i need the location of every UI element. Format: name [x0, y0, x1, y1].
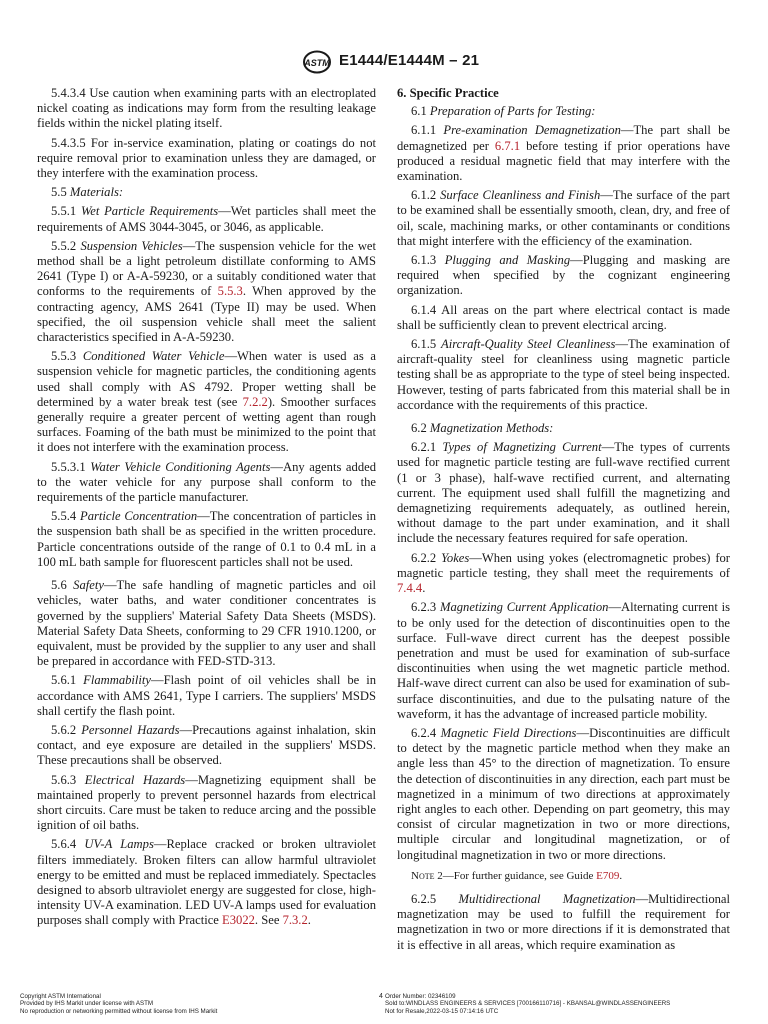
ref-e709-link[interactable]: E709: [596, 869, 620, 882]
section-6-1: 6.1 Preparation of Parts for Testing:: [411, 104, 596, 119]
standard-designation: E1444/E1444M – 21: [339, 52, 480, 69]
section-5-5-1: 5.5.1 Wet Particle Requirements—Wet particles shall meet the requirements of AMS 3044-3045, or 3046, as applicable.: [37, 204, 376, 234]
section-5-4-3-5: 5.4.3.5 For in-service examination, plating or coatings do not require removal prior to examination unless they are damaged, or they interfere with the examination process.: [37, 135, 376, 181]
section-5-6-3: 5.6.3 Electrical Hazards—Magnetizing equipment shall be maintained properly to prevent personnel hazards from electrical short circuits. Care must be taken to reduce arcing and the possible ignition of oil baths.: [37, 772, 376, 833]
section-6-1-4: 6.1.4 All areas on the part where electrical contact is made shall be sufficiently clean to prevent electrical arcing.: [397, 302, 730, 332]
ref-6-7-1-link[interactable]: 6.7.1: [494, 138, 521, 153]
section-6-2-1: 6.2.1 Types of Magnetizing Current—The types of currents used for magnetic particle testing are full-wave rectified current (1 or 3 phase), half-wave rectified current, and alternating current. The equipment used shall fulfill the magnetizing and demagnetizing requirements adequately, as outlined herein, without damage to the part under examination, and it shall include the necessary features required for safe operation.: [397, 440, 730, 546]
ref-7-4-4-link[interactable]: 7.4.4: [397, 581, 423, 596]
ref-5-5-3-link[interactable]: 5.5.3: [217, 284, 243, 299]
section-5-5-3-1: 5.5.3.1 Water Vehicle Conditioning Agents—Any agents added to the water vehicle for any purpose shall conform to the requirements of the particle manufacturer.: [37, 459, 377, 505]
section-6-2-5: 6.2.5 Multidirectional Magnetization—Multidirectional magnetization may be used to fulfill the requirement for magnetization in two or more directions if it is demonstrated that it is effective in all areas, which require examination as: [397, 891, 730, 952]
astm-logo-icon: [302, 50, 332, 74]
section-6-1-5: 6.1.5 Aircraft-Quality Steel Cleanliness—The examination of aircraft-quality steel for cleanliness using magnetic particle testing shall be as appropriate to the type of steel being inspected. However, testing of parts fabricated from this material shall be in accordance with the requirements of this practice.: [397, 337, 730, 412]
section-6-2-4: 6.2.4 Magnetic Field Directions—Discontinuities are difficult to detect by the magnetic particle method when they make an angle less than 45° to the direction of magnetization. To ensure the detection of discontinuities in any direction, each part must be magnetized in a minimum of two directions at approximately right angles to each other. Depending on part geometry, this may consist of circular magnetization in two or more directions, multiple circular and longitudinal magnetization, or of longitudinal magnetization in two or more directions.: [397, 725, 730, 862]
section-6-heading: 6. Specific Practice: [397, 86, 499, 100]
section-5-4-3-4: 5.4.3.4 Use caution when examining parts with an electroplated nickel coating as indications may form from the resulting leakage fields within the nickel plating itself.: [37, 86, 376, 131]
svg-text:ASTM: ASTM: [304, 58, 330, 68]
section-5-6: 5.6 Safety—The safe handling of magnetic particles and oil vehicles, water baths, and water conditioner concentrates is governed by the suppliers' Material Safety Data Sheets (MSDS). Material Safety Data Sheets, conforming to 29 CFR 1910.1200, or equivalent, must be provided by the supplier to any user and shall be prepared in accordance with FED-STD-313.: [37, 578, 377, 669]
section-6-2: 6.2 Magnetization Methods:: [411, 421, 554, 436]
section-5-5-2: 5.5.2 Suspension Vehicles—The suspension vehicle for the wet method shall be a light petroleum distillate conforming to AMS 2641 (Type I) or A-A-59230, or a suitably conditioned water that conforms to the requirements of 5.5.3. When approved by the contracting agency, AMS 2641 (Type II) may be used. When specified, the oil suspension vehicle shall meet the salient characteristics specified in A-A-59230.: [37, 238, 377, 345]
ref-e3022-link[interactable]: E3022: [222, 913, 255, 928]
section-5-5-4: 5.5.4 Particle Concentration—The concentration of particles in the suspension bath shall be as specified in the written procedure. Particle concentrations outside of the range of 0.1 to 0.4 mL in a 100 mL bath sample for fluorescent particles shall not be used.: [37, 509, 377, 569]
section-6-2-3: 6.2.3 Magnetizing Current Application—Alternating current is to be only used for the detection of discontinuities open to the surface. Full-wave direct current has the deepest possible penetration and must be used for examination of sub-surface discontinuities when using the wet magnetic particle method. Half-wave direct current can also be used for examination of sub-surface discontinuities, and due to the pulsating nature of the waveform, it has the advantage of increased particle mobility.: [397, 600, 730, 721]
section-5-6-2: 5.6.2 Personnel Hazards—Precautions against inhalation, skin contact, and eye exposure are detailed in the suppliers' MSDS. These precautions shall be observed.: [37, 722, 376, 768]
page-header: [0, 50, 768, 76]
section-5-5-3: 5.5.3 Conditioned Water Vehicle—When water is used as a suspension vehicle for magnetic particles, the conditioning agents used shall comply with AS 4792. Proper wetting shall be determined by a water break test (see 7.2.2). Smoother surfaces generally require a greater percent of wetting agent than rough surfaces. Foaming of the bath must be minimized to the point that it does not interfere with the examination process.: [37, 349, 376, 455]
right-column: [397, 86, 730, 957]
page-number: 4: [379, 993, 383, 1000]
note-2: Note 2—For further guidance, see Guide E709.: [411, 869, 623, 882]
footer-copyright: Copyright ASTM International Provided by IHS Markit under license with ASTM No reproduction or networking permitted without license from IHS Markit: [20, 993, 218, 1015]
section-6-1-1: 6.1.1 Pre-examination Demagnetization—The part shall be demagnetized per 6.7.1 before testing if prior operations have produced a residual magnetic field that may interfere with the examination.: [397, 123, 730, 184]
section-5-6-4: 5.6.4 UV-A Lamps—Replace cracked or broken ultraviolet filters immediately. Broken filters can allow harmful ultraviolet energy to be emitted and must be replaced immediately. Spectacles designed to absorb ultraviolet energy are suggested for close, high-intensity UV-A examination. LED UV-A lamps used for evaluation purposes shall comply with Practice E3022. See 7.3.2.: [37, 837, 376, 928]
footer-order-info: Order Number: 02346109 Sold to:WINDLASS ENGINEERS & SERVICES [700166110716] - KBANSAL@WINDLASSENGINEERS Not for Resale,2022-03-15 07:14:16 UTC: [385, 993, 671, 1015]
left-column: [37, 86, 376, 933]
ref-7-2-2-link[interactable]: 7.2.2: [242, 394, 268, 409]
ref-7-3-2-link[interactable]: 7.3.2: [282, 913, 308, 928]
section-6-2-2: 6.2.2 Yokes—When using yokes (electromagnetic probes) for magnetic particle testing, they shall meet the requirements of 7.4.4.: [397, 550, 731, 596]
section-6-1-2: 6.1.2 Surface Cleanliness and Finish—The surface of the part to be examined shall be essentially smooth, clean, dry, and free of oil, scale, machining marks, or other contaminants or conditions that might interfere with the efficiency of the examination.: [397, 188, 730, 248]
section-6-1-3: 6.1.3 Plugging and Masking—Plugging and masking are required when specified by the cognizant engineering organization.: [397, 253, 730, 298]
section-5-6-1: 5.6.1 Flammability—Flash point of oil vehicles shall be in accordance with AMS 2641, Type I carriers. The suppliers' MSDS shall certify the flash point.: [37, 673, 377, 718]
section-5-5: 5.5 Materials:: [51, 185, 124, 200]
